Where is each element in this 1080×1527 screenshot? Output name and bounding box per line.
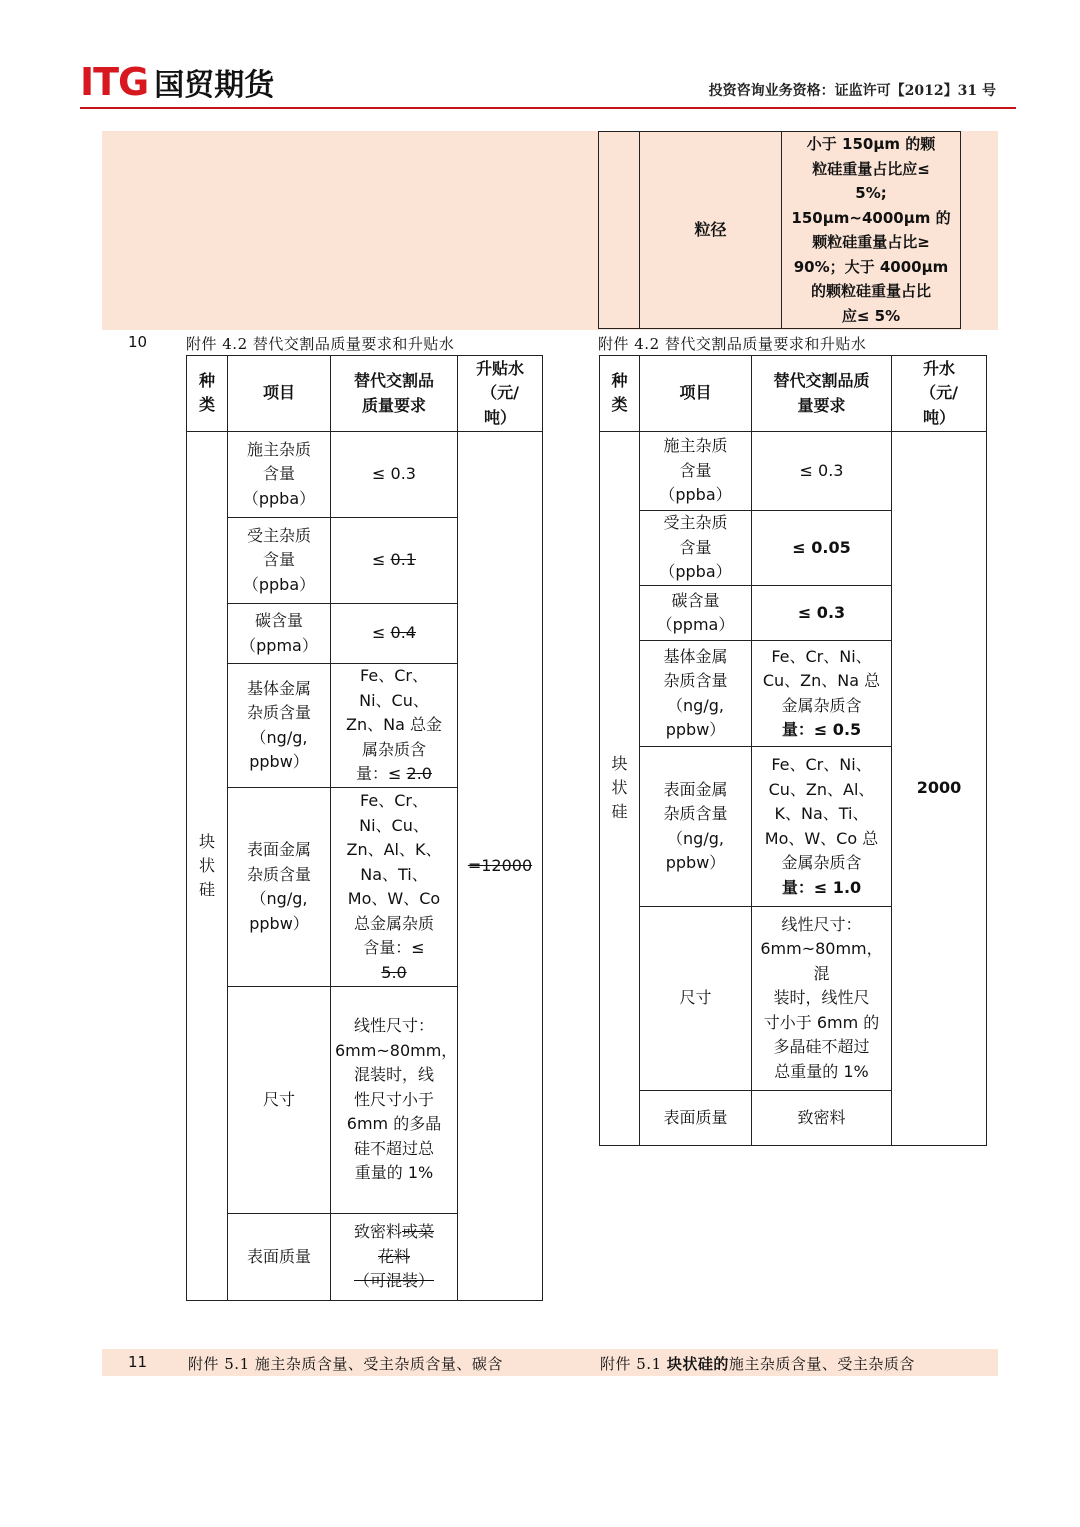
item-cell: 施主杂质 含量 （ppba）: [640, 432, 752, 511]
fragment-label-cell: 粒径: [640, 132, 782, 329]
premium-cell: =12000: [458, 432, 543, 1301]
item-cell: 表面金属 杂质含量 （ng/g, ppbw）: [640, 747, 752, 907]
row-number: 11: [128, 1353, 148, 1371]
item-cell: 基体金属 杂质含量 （ng/g, ppbw）: [228, 664, 331, 788]
header-type: 种类: [187, 356, 228, 432]
requirement-cell: 线性尺寸： 6mm~80mm， 混装时，线 性尺寸小于 6mm 的多晶 硅不超过总 重量的 1%: [331, 987, 458, 1214]
row-number: 10: [128, 333, 148, 351]
item-cell: 表面金属 杂质含量 （ng/g, ppbw）: [228, 788, 331, 987]
item-cell: 受主杂质 含量 （ppba）: [640, 511, 752, 586]
left-quality-table: [186, 355, 543, 1301]
left-table-caption: 附件 4.2 替代交割品质量要求和升贴水: [186, 335, 455, 353]
right-quality-table: [599, 355, 987, 1146]
requirement-cell: ≤ 0.3: [752, 586, 892, 641]
header-item: 项目: [228, 356, 331, 432]
item-cell: 碳含量 （ppma）: [228, 604, 331, 664]
requirement-cell: 致密料: [752, 1091, 892, 1146]
fragment-empty-cell: [599, 132, 640, 329]
requirement-cell: Fe、Cr、Ni、 Cu、Zn、Na 总 金属杂质含 量：≤ 0.5: [752, 641, 892, 747]
fragment-value-cell: [782, 132, 961, 329]
right-table-caption: 附件 4.2 替代交割品质量要求和升贴水: [598, 335, 867, 353]
header-premium: 升水 （元/ 吨）: [892, 356, 987, 432]
requirement-cell: 线性尺寸： 6mm~80mm，混 装时，线性尺 寸小于 6mm 的 多晶硅不超过 总重量的 1%: [752, 907, 892, 1091]
header-requirement: 替代交割品质 量要求: [752, 356, 892, 432]
fragment-table: [598, 131, 961, 329]
item-cell: 尺寸: [228, 987, 331, 1214]
item-cell: 基体金属 杂质含量 （ng/g, ppbw）: [640, 641, 752, 747]
type-cell: 块状硅: [187, 432, 228, 1301]
requirement-cell: ≤ 0.4: [331, 604, 458, 664]
header-premium: 升贴水 （元/ 吨）: [458, 356, 543, 432]
fragment-line: 粒硅重量占比应≤: [812, 159, 930, 178]
header-item: 项目: [640, 356, 752, 432]
company-logo: [80, 60, 274, 104]
requirement-cell: Fe、Cr、 Ni、Cu、 Zn、Na 总金 属杂质含 量：≤ 2.0: [331, 664, 458, 788]
requirement-cell: ≤ 0.05: [752, 511, 892, 586]
requirement-cell: ≤ 0.3: [331, 432, 458, 518]
fragment-line: 5%;: [855, 184, 887, 202]
item-cell: 表面质量: [640, 1091, 752, 1146]
requirement-cell: ≤ 0.1: [331, 518, 458, 604]
item-cell: 表面质量: [228, 1214, 331, 1301]
item-cell: 碳含量 （ppma）: [640, 586, 752, 641]
item-cell: 尺寸: [640, 907, 752, 1091]
item-cell: 受主杂质 含量 （ppba）: [228, 518, 331, 604]
requirement-cell: Fe、Cr、Ni、 Cu、Zn、Al、 K、Na、Ti、 Mo、W、Co 总 金属杂质含 量：≤ 1.0: [752, 747, 892, 907]
item-cell: 施主杂质 含量 （ppba）: [228, 432, 331, 518]
premium-cell: 2000: [892, 432, 987, 1146]
fragment-line: 颗粒硅重量占比≥: [812, 233, 930, 251]
type-cell: 块状硅: [600, 432, 640, 1146]
fragment-line: 应≤ 5%: [841, 306, 901, 325]
header-type: 种类: [600, 356, 640, 432]
requirement-cell: ≤ 0.3: [752, 432, 892, 511]
header-requirement: 替代交割品 质量要求: [331, 356, 458, 432]
logo-chinese-text: 国贸期货: [154, 68, 275, 103]
fragment-line: 90%；大于 4000μm: [793, 257, 949, 276]
row11-right-text: 附件 5.1 块状硅的施主杂质含量、受主杂质含: [600, 1355, 915, 1373]
requirement-cell: 致密料或菜 花料 （可混装）: [331, 1214, 458, 1301]
requirement-cell: Fe、Cr、 Ni、Cu、 Zn、Al、K、 Na、Ti、 Mo、W、Co 总金属杂质 含量：≤ 5.0: [331, 788, 458, 987]
row11-left-text: 附件 5.1 施主杂质含量、受主杂质含量、碳含: [188, 1355, 503, 1373]
logo-itg-text: ITG: [80, 60, 149, 104]
fragment-line: 150μm~4000μm 的: [791, 208, 951, 227]
fragment-line: 的颗粒硅重量占比: [810, 282, 931, 300]
header-divider: [80, 107, 1016, 109]
fragment-line: 小于 150μm 的颗: [806, 135, 936, 153]
license-info: 投资咨询业务资格：证监许可【2012】31 号: [708, 83, 996, 99]
